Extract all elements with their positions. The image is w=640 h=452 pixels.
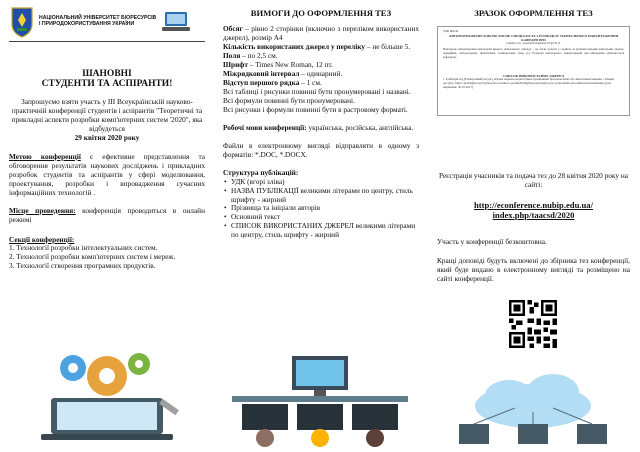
margins-text: – по 2,5 см. (240, 50, 278, 60)
spacing-label: Міжрядковий інтервал (223, 68, 300, 78)
university-name: НАЦІОНАЛЬНИЙ УНІВЕРСИТЕТ БІОРЕСУРСІВ І ПРИРОДОКОРИСТУВАННЯ УКРАЇНИ (39, 15, 157, 27)
structure-item: • Прізвища та ініціали авторів (231, 204, 419, 213)
sections-label: Секції конференції: (9, 234, 75, 244)
goal-text: є ефективне представлення та обговорення результатів наукових досліджень і прикладних розробок студентів та аспірантів у сфері моделювання, проектування, розробки і впровадження сучасних інформаційних технологій . (9, 151, 205, 197)
place-label: Місце проведення: (9, 205, 76, 215)
languages-text: українська, російська, англійська. (306, 122, 414, 132)
conference-date: 29 квітня 2020 року (74, 132, 140, 142)
computer-lab-illustration (222, 352, 418, 448)
margins-label: Поля (223, 50, 241, 60)
place-text: конференція проводиться в онлайн режимі (9, 205, 205, 224)
languages-paragraph (223, 124, 419, 133)
structure-list (223, 178, 419, 241)
header (9, 6, 205, 38)
languages-label: Робочі мови конференції: (223, 122, 307, 132)
best-reports-text: Кращі доповіді будуть включені до збірника тез конференції, який буде видано в електронному вигляді та розміщено на сайті конференції. (437, 255, 630, 283)
font-text: – Times New Roman, 12 пт. (247, 59, 333, 69)
font-label: Шрифт (223, 59, 248, 69)
volume-label: Обсяг (223, 24, 243, 33)
files-text: Файли в електронному вигляді відправляти в одному з форматів: *.DOC, *.DOCX. (223, 140, 419, 159)
sample-udk: УДК 004.42 (443, 29, 459, 33)
column-right (427, 0, 640, 452)
sample-paper-title: АВТОМАТИЗОВАНЕ РОБОЧЕ МІСЦЕ СПЕЦІАЛІСТА З РОЗПОДІЛУ НАВЧАЛЬНОГО НАВАНТАЖЕННЯ КАФЕДРИ ВНЗ (448, 33, 619, 43)
sample-body: Навчальне навантаження викладачів вищого навчального закладу – це обсяг роботи у годинах за різними видами навчальних занять: лекційних, лабораторних, практичних, семінарських тощо [1]. Розподіл навчального навантаження для викладачів здійснюється кафедрою. (443, 47, 624, 59)
sources-label: Кількість використаних джерел у переліку (223, 41, 366, 51)
computer-logo-icon (161, 11, 191, 33)
sample-paper (437, 26, 630, 116)
qr-code-icon (509, 300, 557, 348)
formulas-text: Всі формули повинні бути пронумеровані. (223, 95, 355, 105)
gears-laptop-illustration (9, 338, 205, 448)
greeting-line2: СТУДЕНТИ ТА АСПІРАНТИ! (41, 79, 173, 90)
link-line2[interactable]: index.php/taacsd/2020 (492, 209, 575, 220)
invitation-text: Запрошуємо взяти участь у ІІІ Всеукраїнській науково-практичній конференції студентів і аспірантів "Теоретичні та прикладні аспекти розробки комп'ютерних систем '2020", яка відбудеться (11, 96, 203, 133)
section-item: 2. Технології розробки комп'ютерних систем і мереж. (9, 252, 176, 262)
sample-refs-title: СПИСОК ВИКОРИСТАНИХ ДЖЕРЕЛ (502, 73, 565, 78)
structure-label: Структура публікацій: (223, 167, 299, 177)
sources-text: – не більше 5. (365, 41, 411, 51)
link-line1[interactable]: http://econference.nubip.edu.ua/ (474, 199, 593, 210)
section-item: 3. Технології створення програмних продуктів. (9, 261, 156, 271)
sample-author: Гнатів І.О., науковий керівник Голуб Б.Л. (506, 41, 561, 46)
requirements-title: ВИМОГИ ДО ОФОРМЛЕННЯ ТЕЗ (250, 8, 392, 18)
greeting-line1: ШАНОВНІ (82, 69, 132, 79)
tables-text: Всі таблиці і рисунки повинні бути пронумеровані і названі. (223, 86, 411, 96)
structure-item: • НАЗВА ПУБЛІКАЦІЇ великими літерами по центру, стиль шрифту - жирний (231, 187, 419, 205)
university-crest-icon (9, 6, 35, 38)
goal-label: Метою конференції (9, 151, 81, 161)
structure-item: • УДК (вгорі зліва) (231, 178, 419, 187)
spacing-text: – одинарний. (299, 68, 343, 78)
volume-text: – рівно 2 сторінки (включно з переліком використаних джерел), розмір А4 (223, 24, 419, 42)
cloud-network-illustration (435, 368, 631, 448)
column-left (0, 0, 213, 452)
column-middle (213, 0, 427, 452)
indent-label: Відступ першого рядка (223, 77, 300, 87)
free-text: Участь у конференції безкоштовна. (437, 236, 547, 246)
registration-text: Реєстрація учасників та подача тез до 28 квітня 2020 року на сайті: (439, 171, 628, 189)
indent-text: – 1 см. (299, 77, 322, 87)
conference-link[interactable] (437, 201, 630, 221)
goal-paragraph (9, 153, 205, 198)
sample-title: ЗРАЗОК ОФОРМЛЕННЯ ТЕЗ (474, 8, 593, 18)
structure-item: • СПИСОК ВИКОРИСТАНИХ ДЖЕРЕЛ великими літерами по центру, стиль шрифту - жирний (231, 222, 419, 240)
section-item: 1. Технології розробки інтелектуальних систем. (9, 243, 158, 253)
greeting (9, 69, 205, 90)
raster-text: Всі рисунки і формули повинні бути в растровому форматі. (223, 104, 408, 114)
volume-paragraph (223, 25, 419, 43)
place-paragraph (9, 207, 205, 225)
structure-item: • Основний текст (231, 213, 419, 222)
sample-ref: 1. Profisight.org [Електронний ресурс] «Права науково-педагогічних працівників при включенні або зміні навантаження» - Режим доступу: https://profisight.org/articles/pravo-naukovo-pedahohichnykh-pratsivnykiv-pry-vyznachenni-abo-zmini-navantazhennia (дата звернення: 30.10.2017) (443, 77, 614, 89)
